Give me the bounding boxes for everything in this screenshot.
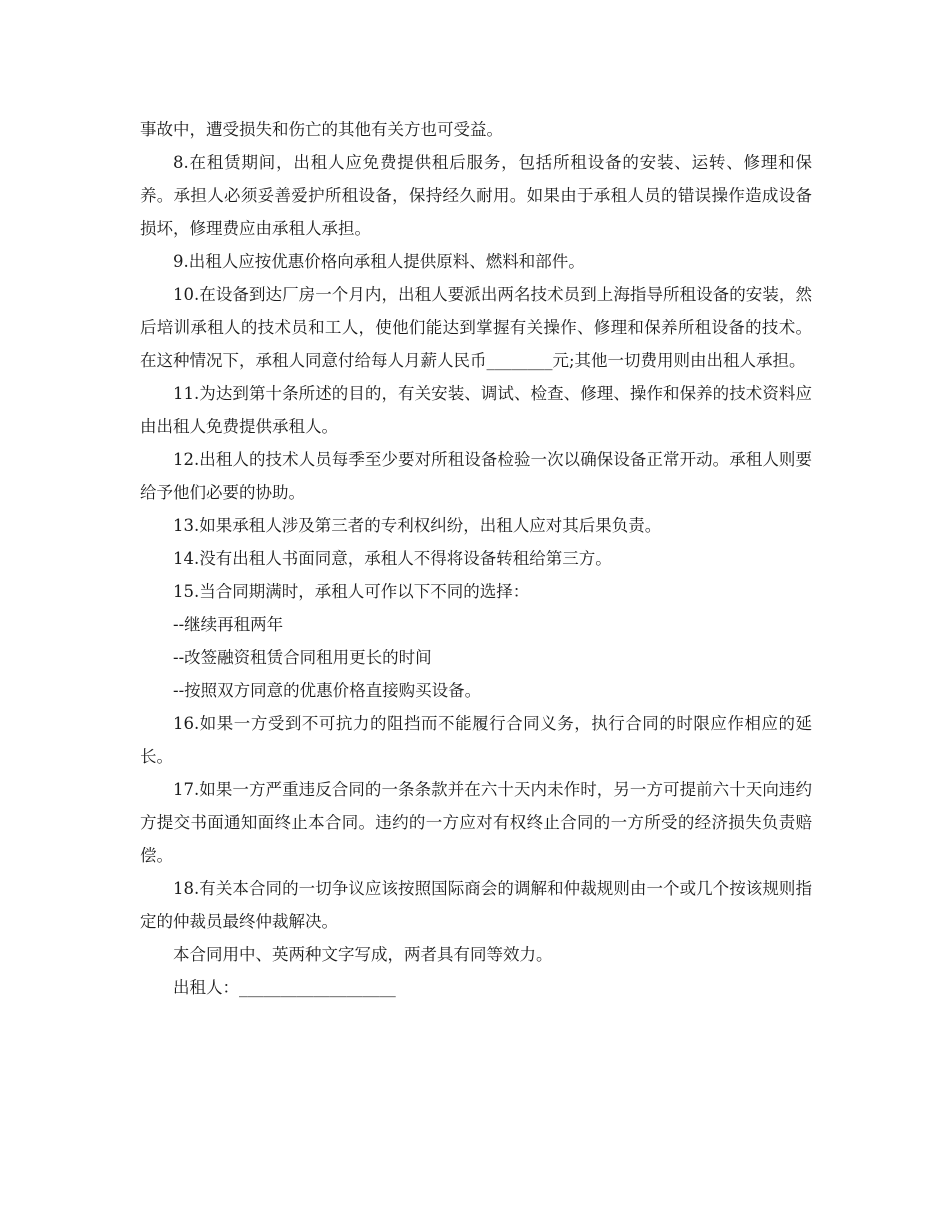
clause-15: 15.当合同期满时，承租人可作以下不同的选择： xyxy=(173,582,530,601)
clause-13: 13.如果承租人涉及第三者的专利权纠纷，出租人应对其后果负责。 xyxy=(173,516,662,535)
clause-9: 9.出租人应按优惠价格向承租人提供原料、燃料和部件。 xyxy=(173,252,585,271)
clause-12: 12.出租人的技术人员每季至少要对所租设备检验一次以确保设备正常开动。承租人则要给予他们必要的协助。 xyxy=(140,450,812,502)
clause-15-option-c: --按照双方同意的优惠价格直接购买设备。 xyxy=(173,681,482,700)
clause-16: 16.如果一方受到不可抗力的阻挡而不能履行合同义务，执行合同的时限应作相应的延长。 xyxy=(140,714,812,766)
clause-8: 8.在租赁期间，出租人应免费提供租后服务，包括所租设备的安装、运转、修理和保养。承担人必须妥善爱护所租设备，保持经久耐用。如果由于承租人员的错误操作造成设备损坏，修理费应由承租人承担。 xyxy=(140,153,812,238)
paragraph-continuation: 事故中，遭受损失和伤亡的其他有关方也可受益。 xyxy=(140,120,503,139)
clause-15-option-a: --继续再租两年 xyxy=(173,615,284,634)
clause-14: 14.没有出租人书面同意，承租人不得将设备转租给第三方。 xyxy=(173,549,612,568)
clause-17: 17.如果一方严重违反合同的一条条款并在六十天内未作时，另一方可提前六十天向违约方提交书面通知面终止本合同。违约的一方应对有权终止合同的一方所受的经济损失负责赔偿。 xyxy=(140,780,812,865)
language-clause: 本合同用中、英两种文字写成，两者具有同等效力。 xyxy=(173,945,553,964)
contract-body xyxy=(140,113,812,1004)
clause-18: 18.有关本合同的一切争议应该按照国际商会的调解和仲裁规则由一个或几个按该规则指定的仲裁员最终仲裁解决。 xyxy=(140,879,812,931)
clause-15-option-b: --改签融资租赁合同租用更长的时间 xyxy=(173,648,432,667)
lessor-signature-line: 出租人：___________________ xyxy=(173,978,396,997)
clause-11: 11.为达到第十条所述的目的，有关安装、调试、检查、修理、操作和保养的技术资料应由出租人免费提供承租人。 xyxy=(140,384,812,436)
clause-10: 10.在设备到达厂房一个月内，出租人要派出两名技术员到上海指导所租设备的安装，然后培训承租人的技术员和工人，使他们能达到掌握有关操作、修理和保养所租设备的技术。在这种情况下，承租人同意付给每人月薪人民币________元;其他一切费用则由出租人承担。 xyxy=(140,285,812,370)
